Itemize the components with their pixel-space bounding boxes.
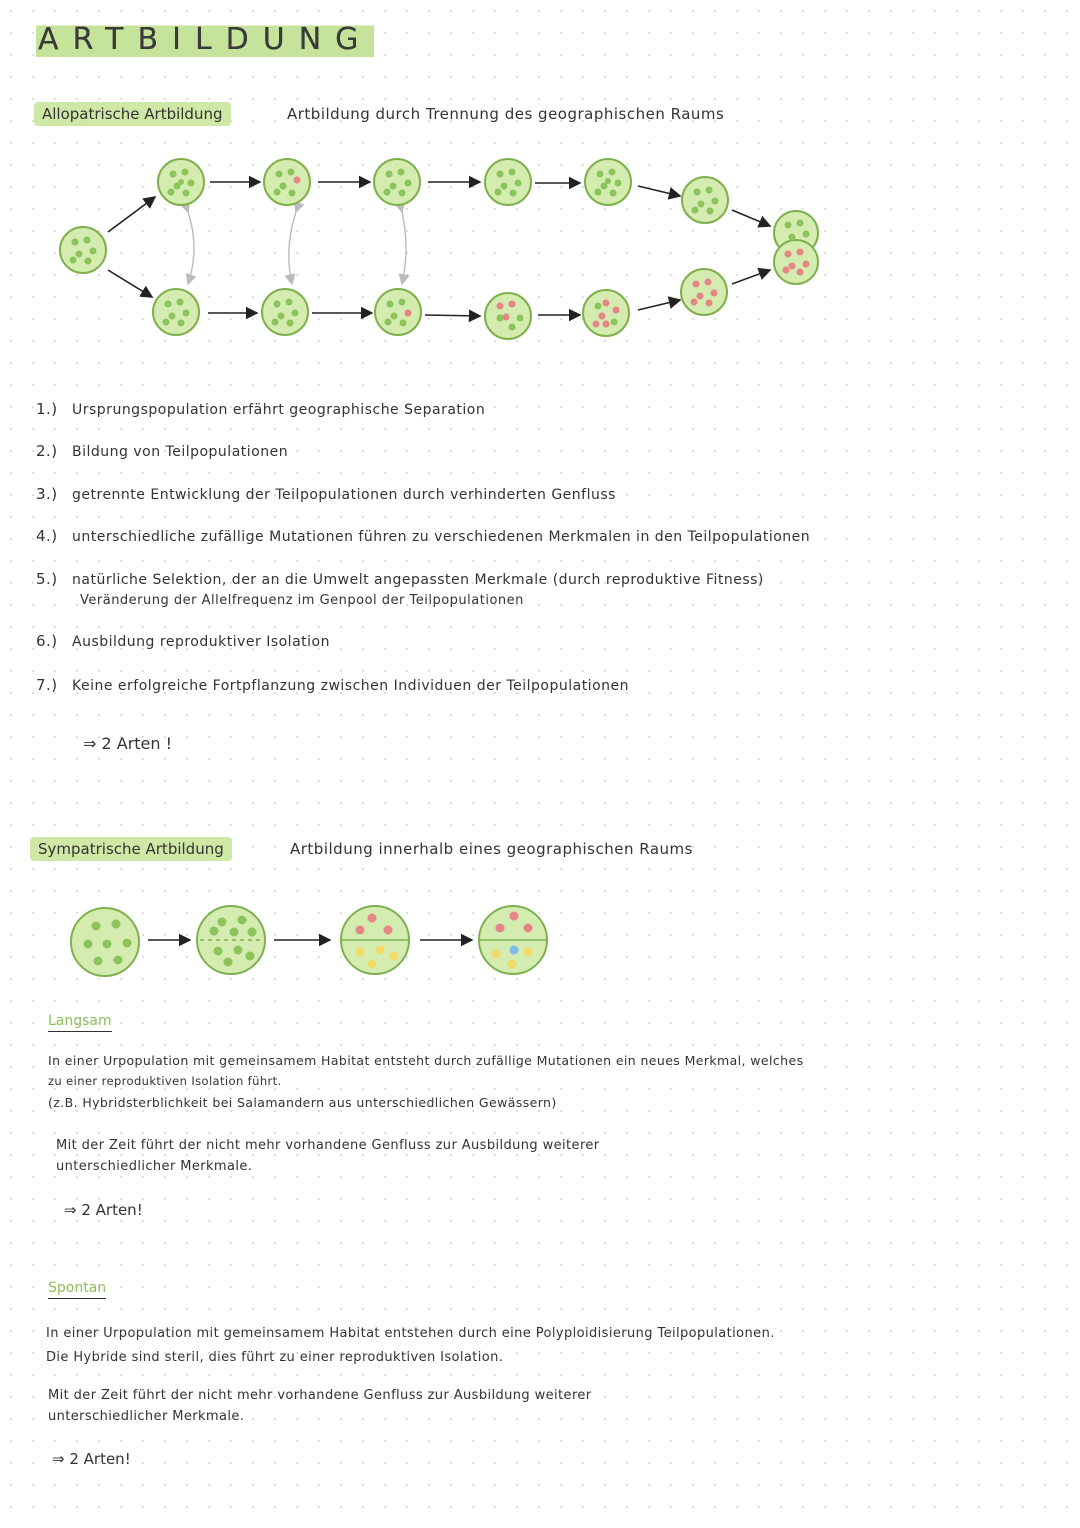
step-6: 6.) Ausbildung reproduktiver Isolation [36, 632, 330, 650]
spontaneous-conclusion: ⇒ 2 Arten! [52, 1450, 131, 1468]
step-5-continuation: Veränderung der Allelfrequenz im Genpool der Teilpopulationen [80, 593, 524, 608]
step-4: 4.) unterschiedliche zufällige Mutationen führen zu verschiedenen Merkmalen in den Teilpopulationen [36, 527, 811, 545]
slow-heading: Langsam [48, 1013, 112, 1032]
step-2: 2.) Bildung von Teilpopulationen [36, 442, 289, 460]
spontaneous-paragraph-1: In einer Urpopulation mit gemeinsamem Habitat entstehen durch eine Polyploidisierung Teilpopulationen. Die Hybride sind steril, dies führt zu einer reproduktiven Isolation. [46, 1326, 775, 1365]
spontaneous-heading: Spontan [48, 1280, 106, 1299]
sympatric-label: Sympatrische Artbildung [30, 837, 232, 861]
allopatric-conclusion: ⇒ 2 Arten ! [83, 734, 173, 753]
slow-paragraph-2: Mit der Zeit führt der nicht mehr vorhandene Genfluss zur Ausbildung weiterer unterschiedlicher Merkmale. [56, 1138, 600, 1174]
page-title: ARTBILDUNG [38, 22, 373, 57]
spontaneous-paragraph-2: Mit der Zeit führt der nicht mehr vorhandene Genfluss zur Ausbildung weiterer unterschiedlicher Merkmale. [48, 1388, 592, 1424]
allopatric-description: Artbildung durch Trennung des geographischen Raums [287, 105, 725, 123]
slow-conclusion: ⇒ 2 Arten! [64, 1201, 143, 1219]
sympatric-description: Artbildung innerhalb eines geographischen Raums [290, 840, 693, 858]
step-5: 5.) natürliche Selektion, der an die Umwelt angepassten Merkmale (durch reproduktive Fitness) [36, 570, 764, 588]
step-3: 3.) getrennte Entwicklung der Teilpopulationen durch verhinderten Genfluss [36, 485, 616, 503]
step-1: 1.) Ursprungspopulation erfährt geographische Separation [36, 400, 486, 418]
allopatric-label: Allopatrische Artbildung [34, 102, 231, 126]
slow-paragraph-1: In einer Urpopulation mit gemeinsamem Habitat entsteht durch zufällige Mutationen ein neues Merkmal, welches zu einer reproduktiven Isolation führt. (z.B. Hybridsterblichkeit bei Salamandern aus unterschiedlichen Gewässern) [48, 1053, 804, 1110]
step-7: 7.) Keine erfolgreiche Fortpflanzung zwischen Individuen der Teilpopulationen [36, 676, 629, 694]
